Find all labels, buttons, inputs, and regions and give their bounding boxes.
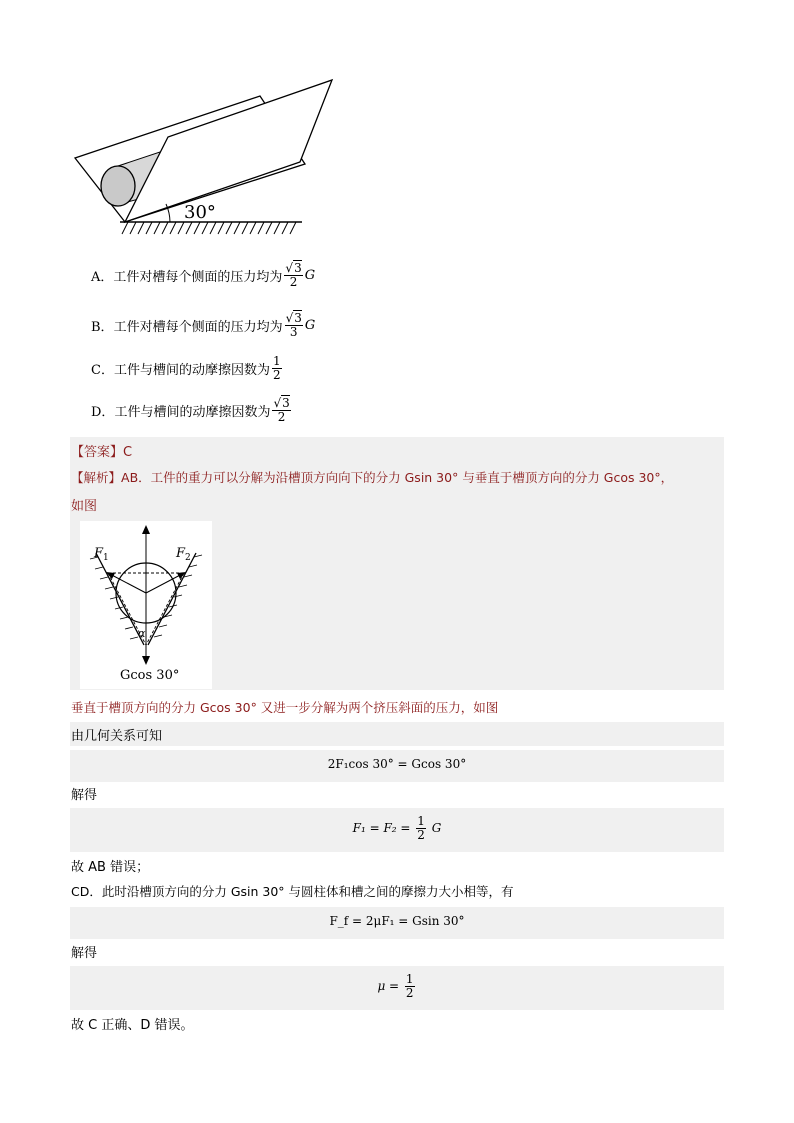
analysis-line3: 垂直于槽顶方向的分力 Gcos 30° 又进一步分解为两个挤压斜面的压力，如图 [71, 700, 499, 715]
equation-3: F_f = 2μF₁ = Gsin 30° [329, 914, 465, 928]
analysis-line6: 故 AB 错误； [71, 860, 150, 875]
option-c[interactable] [91, 355, 284, 382]
answer-label: 【答案】 [71, 445, 124, 460]
option-b[interactable] [91, 312, 315, 339]
shade-line4 [70, 722, 724, 746]
option-d-letter: D． [91, 405, 115, 420]
incline-groove-figure [70, 74, 340, 242]
ground-hatch [122, 222, 296, 234]
analysis-line2: 如图 [71, 499, 98, 514]
option-b-suffix: G [304, 318, 316, 333]
angle-label: 30° [184, 202, 216, 223]
option-a-text: 工件对槽每个侧面的压力均为 [113, 270, 283, 285]
analysis-label: 【解析】 [71, 470, 122, 485]
analysis-line4: 由几何关系可知 [71, 729, 163, 744]
analysis-line8: 解得 [71, 946, 98, 961]
analysis-line7: CD．此时沿槽顶方向的分力 Gsin 30° 与圆柱体和槽之间的摩擦力大小相等，有 [71, 884, 514, 899]
option-c-fraction: $\frac{1}{2}$ [272, 354, 281, 382]
analysis-line1 [71, 468, 673, 486]
cylinder-end [101, 166, 135, 206]
option-a-fraction: $\frac{√3}{2}$ [285, 261, 302, 289]
equation-4: μ = $\frac{1}{2}$ [377, 972, 414, 1000]
analysis-line5: 解得 [71, 788, 98, 803]
option-a-letter: A． [91, 270, 114, 285]
option-c-text: 工件与槽间的动摩擦因数为 [113, 363, 270, 378]
gcos-label: Gcos 30° [120, 668, 180, 683]
analysis-line9: 故 C 正确、D 错误。 [71, 1018, 194, 1033]
f1-label: $F_1$ [94, 546, 109, 563]
option-a-suffix: G [304, 268, 316, 283]
equation-2: F₁ = F₂ = $\frac{1}{2}$ G [352, 814, 442, 842]
option-b-fraction: $\frac{√3}{3}$ [285, 311, 302, 339]
alpha-label: α [138, 627, 146, 640]
option-c-letter: C． [91, 363, 114, 378]
option-b-letter: B． [91, 320, 114, 335]
equation-1: 2F₁cos 30° = Gcos 30° [327, 757, 467, 771]
analysis-text-1: AB．工件的重力可以分解为沿槽顶方向向下的分力 Gsin 30° 与垂直于槽顶方向的分力 Gcos 30°， [121, 470, 674, 485]
option-d[interactable] [91, 397, 293, 424]
f2-label: $F_2$ [176, 546, 191, 563]
option-d-text: 工件与槽间的动摩擦因数为 [114, 405, 271, 420]
answer-line [71, 441, 132, 460]
force-diagram-figure [80, 521, 212, 689]
option-d-fraction: $\frac{√3}{2}$ [273, 396, 290, 424]
option-b-text: 工件对槽每个侧面的压力均为 [113, 320, 283, 335]
answer-value: C [123, 445, 133, 460]
option-a[interactable] [91, 262, 315, 289]
